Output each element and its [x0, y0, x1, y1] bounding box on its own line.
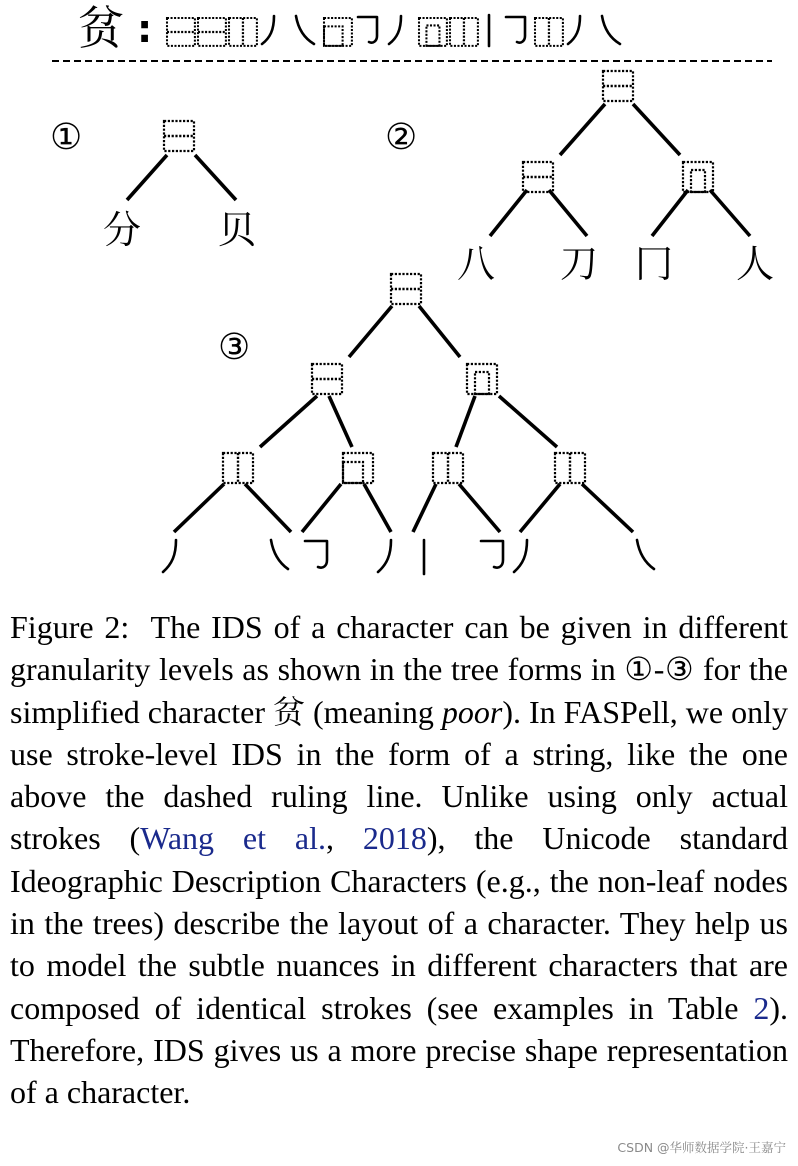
tree3-level2-node	[555, 453, 585, 483]
caption-emphasis: poor	[441, 693, 503, 730]
stroke-pie-leaf	[163, 540, 176, 572]
tree-2-label: ②	[385, 117, 418, 158]
tree2-leaf: 人	[736, 242, 775, 286]
stroke-na-leaf	[271, 540, 288, 569]
caption-text: ). Therefore, IDS gives us a more precise shape representation of a character.	[10, 989, 788, 1111]
stroke-pie-leaf	[514, 540, 527, 572]
tree3-level2-node	[433, 453, 463, 483]
tree3-root-node	[391, 274, 421, 304]
caption-text: ), the Unicode standard Ideographic Description Characters (e.g., the non-leaf nodes in the trees) describe the layout of a character. They help us to model the subtle nuances in different characters that are composed of identical strokes (see examples in Table	[10, 820, 789, 1026]
tree-edges	[127, 104, 750, 532]
table-ref-link[interactable]: 2	[753, 989, 770, 1026]
stroke-pie	[389, 16, 401, 44]
tree3-level1-node	[312, 364, 342, 394]
ids-operator-glyph	[450, 18, 478, 46]
tree3-level2-node	[343, 453, 373, 483]
title-colon: :	[137, 7, 153, 51]
tree3-level2-node	[223, 453, 253, 483]
stroke-pie-leaf	[378, 540, 391, 572]
ids-operator-glyph	[229, 18, 257, 46]
stroke-hengzhegou	[506, 17, 525, 43]
stroke-hengzhegou-leaf	[481, 541, 503, 568]
stroke-na-leaf	[637, 540, 654, 569]
tree2-mid-node	[683, 162, 713, 192]
caption-text: The IDS of a character can be given in different granularity levels as shown in the tree forms in ①-③ for the simplified character 贫 (meaning	[10, 609, 789, 730]
stroke-pie	[568, 16, 580, 44]
tree2-leaf: 刀	[560, 242, 599, 286]
tree2-root-node	[603, 71, 633, 101]
stroke-hengzhegou-leaf	[305, 541, 327, 568]
caption-text: ). In FASPell, we only use stroke-level IDS in the form of a string, like the one above the dashed ruling line. Unlike using only actual strokes (	[10, 693, 788, 857]
tree-3	[163, 274, 654, 574]
title-character: 贫	[78, 1, 124, 55]
tree-3-label: ③	[218, 327, 251, 368]
tree1-leaf: 贝	[218, 208, 257, 252]
citation-link[interactable]: Wang et al.	[140, 820, 326, 857]
stroke-na	[602, 16, 620, 44]
tree1-root-node	[164, 121, 194, 151]
tree-1-label: ①	[50, 117, 83, 158]
tree-1	[103, 121, 256, 252]
ids-stroke-sequence	[167, 15, 620, 46]
figure-caption	[10, 606, 788, 1114]
ids-operator-glyph	[535, 18, 563, 46]
stroke-hengzhegou	[358, 17, 377, 43]
caption-label: Figure 2:	[10, 609, 130, 645]
ids-operator-glyph	[198, 18, 226, 46]
ids-operator-glyph	[167, 18, 195, 46]
stroke-pie	[262, 16, 274, 44]
tree2-leaf: 冂	[635, 242, 674, 286]
citation-year-link[interactable]: 2018	[362, 820, 427, 857]
tree2-leaf: 八	[457, 242, 496, 286]
tree2-mid-node	[523, 162, 553, 192]
tree-2	[457, 71, 774, 286]
watermark: CSDN @华师数据学院·王嘉宁	[617, 1140, 786, 1155]
tree1-leaf: 分	[103, 208, 142, 252]
ids-operator-glyph	[324, 18, 352, 46]
ids-operator-glyph	[419, 18, 447, 46]
stroke-na	[296, 16, 314, 44]
tree3-level1-node	[467, 364, 497, 394]
citation-separator: ,	[325, 820, 363, 857]
